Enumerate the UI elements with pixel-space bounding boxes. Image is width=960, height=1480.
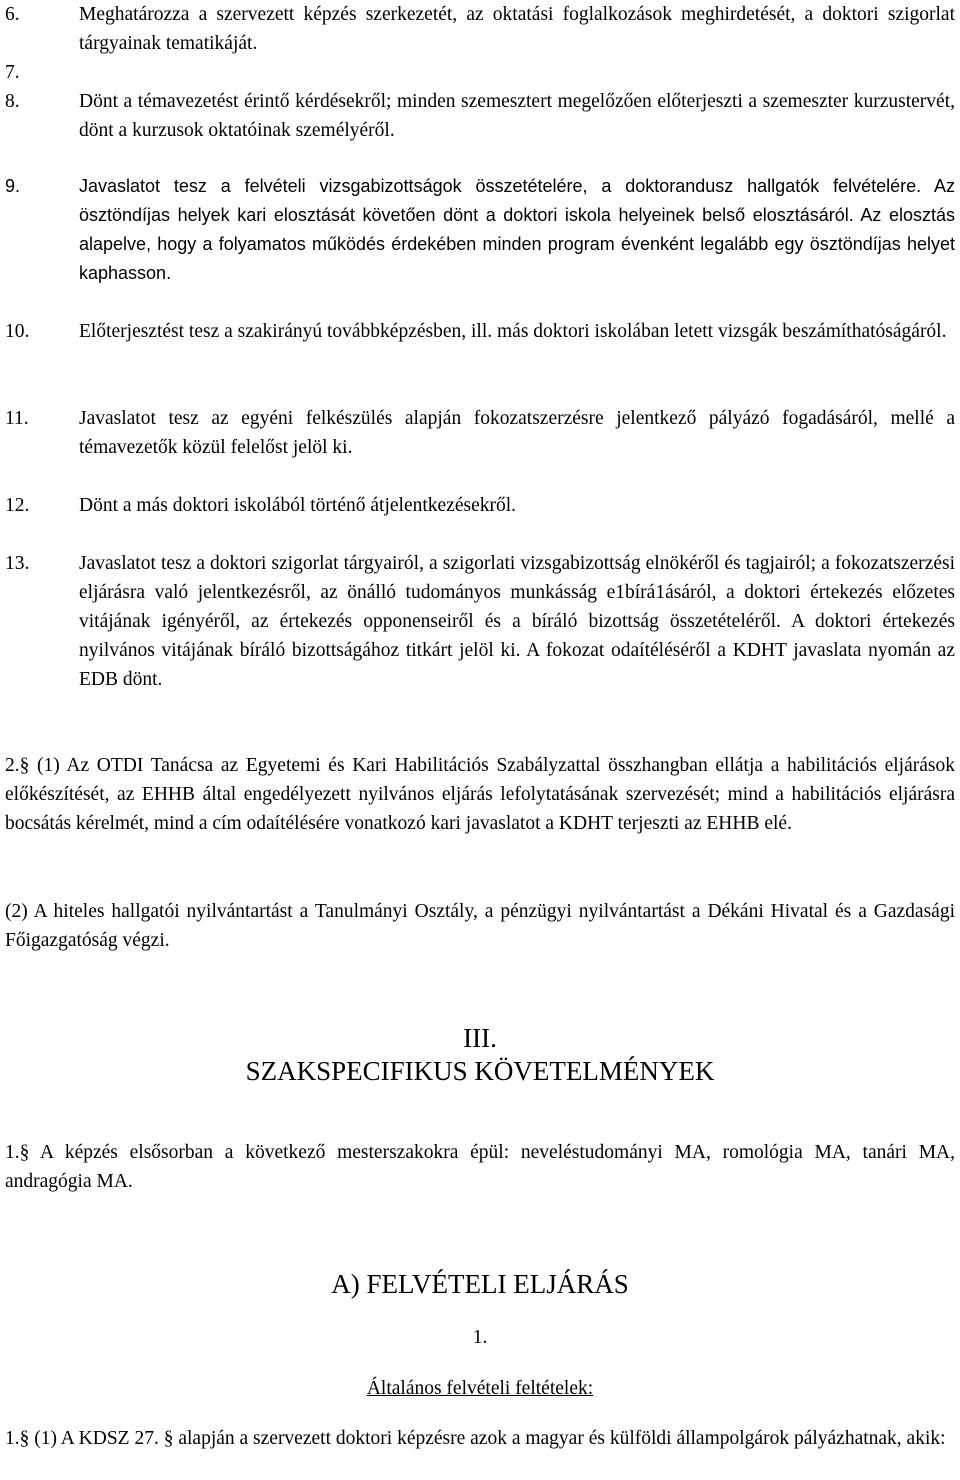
list-item-9 — [5, 172, 955, 288]
paragraph-records: (2) A hiteles hallgatói nyilvántartást a Tanulmányi Osztály, a pénzügyi nyilvántartást a Dékáni Hivatal és a Gazdasági Főigazgatóság végzi. — [5, 901, 955, 951]
list-item-text: Javaslatot tesz a doktori szigorlat tárgyairól, a szigorlati vizsgabizottság elnökéről és tagjairól; a fokozatszerzési eljárásra való jelentkezésről, az önálló tudományos munkásság e1bírá1ásáról, a doktori értekezés előzetes vitájának igényéről, az értekezés opponenseiről és a bíráló bizottság összetételéről. A doktori értekezés nyilvános vitájának bíráló bizottságához titkárt jelöl ki. A fokozat odaítéléséről a KDHT javaslata nyomán az EDB dönt. — [79, 553, 955, 690]
list-item-text: Dönt a témavezetést érintő kérdésekről; minden szemesztert megelőzően előterjeszti a szemeszter kurzustervét, dönt a kurzusok oktatóinak személyéről. — [79, 91, 955, 141]
subsection-title-wrap — [0, 1374, 960, 1403]
list-item-text: Előterjesztést tesz a szakirányú továbbképzésben, ill. más doktori iskolában letett vizsgák beszámíthatóságáról. — [79, 321, 947, 342]
paragraph-habilitation: 2.§ (1) Az OTDI Tanácsa az Egyetemi és Kari Habilitációs Szabályzattal összhangban ellátja a habilitációs eljárások előkészítését, az EHHB által engedélyezett nyilvános eljárás lefolytatásának szervezését; mind a habilitációs eljárásra bocsátás kérelmét, mind a cím odaítélésére vonatkozó kari javaslatot a KDHT terjeszti az EHHB elé. — [5, 755, 955, 834]
subsection-number: 1. — [472, 1327, 488, 1348]
list-item-number: 12. — [5, 495, 30, 516]
section-title: A) FELVÉTELI ELJÁRÁS — [331, 1269, 629, 1299]
list-item-number: 6. — [5, 4, 20, 25]
list-item-6 — [5, 0, 955, 58]
paragraph-masters: 1.§ A képzés elsősorban a következő mesterszakokra épül: neveléstudományi MA, romológia MA, tanári MA, andragógia MA. — [5, 1142, 955, 1192]
part-number: III. — [463, 1023, 497, 1053]
list-item-13 — [5, 549, 955, 694]
list-item-11 — [5, 404, 955, 462]
list-item-number: 13. — [5, 553, 30, 574]
list-item-number: 11. — [5, 408, 29, 429]
subsection-title: Általános felvételi feltételek: — [366, 1378, 594, 1399]
list-item-10 — [5, 317, 955, 346]
list-item-12 — [5, 491, 955, 520]
part-title: SZAKSPECIFIKUS KÖVETELMÉNYEK — [245, 1056, 715, 1086]
paragraph-eligibility: 1.§ (1) A KDSZ 27. § alapján a szervezett doktori képzésre azok a magyar és külföldi állampolgárok pályázhatnak, akik: — [5, 1428, 946, 1449]
list-item-text: Dönt a más doktori iskolából történő átjelentkezésekről. — [79, 495, 517, 516]
list-item-number: 9. — [5, 176, 21, 196]
list-item-number: 10. — [5, 321, 30, 342]
list-item-number: 8. — [5, 91, 20, 112]
list-item-8 — [5, 87, 955, 145]
list-item-text: Javaslatot tesz a felvételi vizsgabizottságok összetételére, a doktorandusz hallgatók felvételére. Az ösztöndíjas helyek kari elosztását követően dönt a doktori iskola helyeinek belső elosztásáról. Az elosztás alapelve, hogy a folyamatos működés érdekében minden program évenként legalább egy ösztöndíjas helyet kaphasson. — [79, 176, 955, 283]
list-item-text: Meghatározza a szervezett képzés szerkezetét, az oktatási foglalkozások meghirdetését, a doktori szigorlat tárgyainak tematikáját. — [79, 4, 955, 54]
list-item-number: 7. — [5, 62, 20, 83]
list-item-text: Javaslatot tesz az egyéni felkészülés alapján fokozatszerzésre jelentkező pályázó fogadásáról, mellé a témavezetők közül felelőst jelöl ki. — [79, 408, 955, 458]
